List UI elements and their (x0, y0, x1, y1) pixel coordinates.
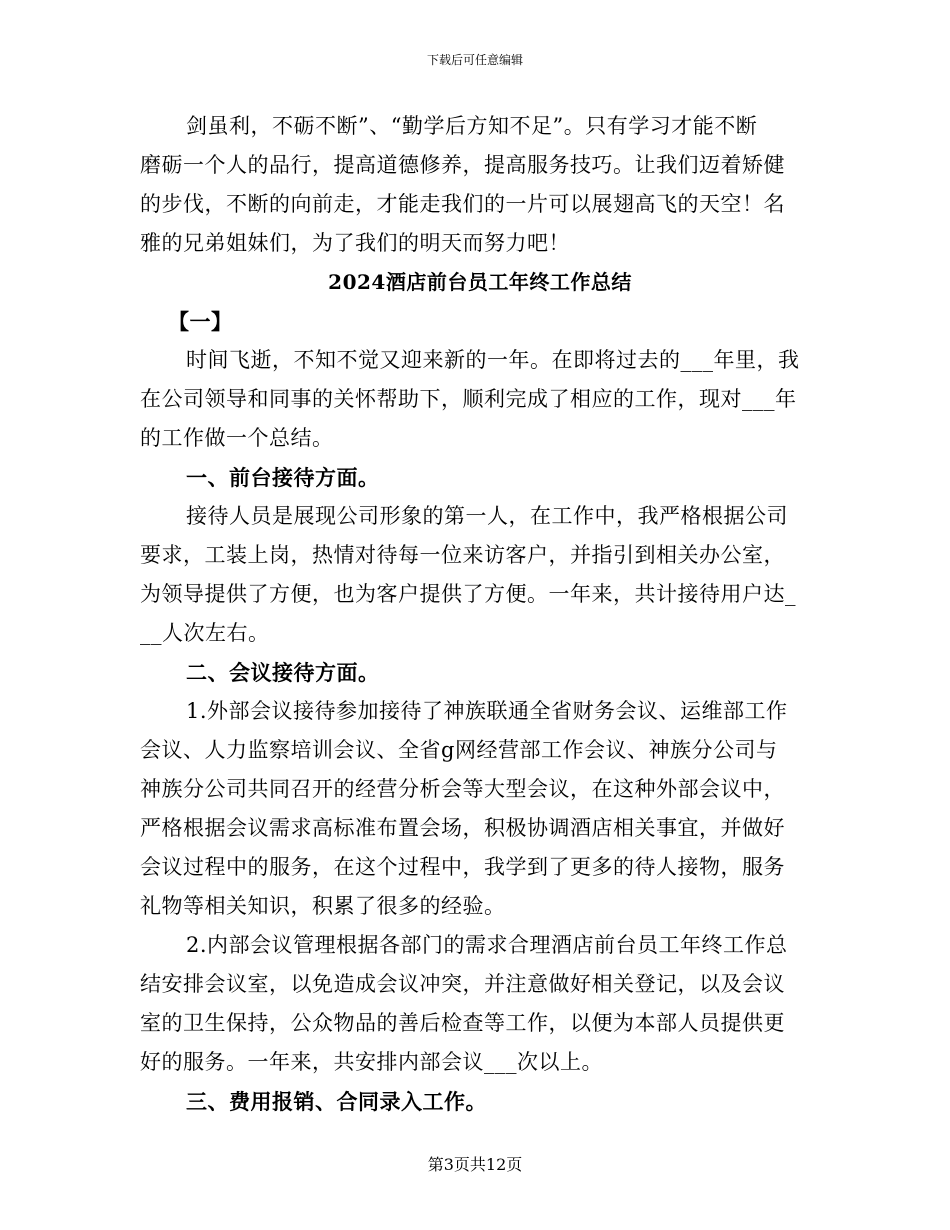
paragraph-line: 在公司领导和同事的关怀帮助下，顺利完成了相应的工作，现对___年 (140, 387, 797, 411)
paragraph-line: 2.内部会议管理根据各部门的需求合理酒店前台员工年终工作总 (186, 933, 788, 957)
paragraph-line: 雅的兄弟姐妹们，为了我们的明天而努力吧！ (140, 231, 570, 255)
paragraph-line: 结安排会议室，以免造成会议冲突，并注意做好相关登记，以及会议 (140, 972, 785, 996)
header-note: 下载后可任意编辑 (426, 53, 523, 67)
paragraph-line: 剑虽利，不砺不断”、“勤学后方知不足”。只有学习才能不断 (186, 114, 758, 138)
paragraph-line: 要求，工装上岗，热情对待每一位来访客户，并指引到相关办公室， (140, 543, 785, 567)
section-heading: 二、会议接待方面。 (186, 660, 380, 685)
paragraph-line: 严格根据会议需求高标准布置会场，积极协调酒店相关事宜，并做好 (140, 816, 785, 840)
paragraph-line: 磨砺一个人的品行，提高道德修养，提高服务技巧。让我们迈着矫健 (140, 153, 785, 177)
document-title: 2024酒店前台员工年终工作总结 (328, 270, 632, 294)
section-marker: 【一】 (168, 309, 233, 334)
paragraph-line: 会议过程中的服务，在这个过程中，我学到了更多的待人接物，服务 (140, 855, 785, 879)
paragraph-line: 礼物等相关知识，积累了很多的经验。 (140, 894, 506, 918)
paragraph-line: __人次左右。 (140, 621, 270, 645)
section-heading: 一、前台接待方面。 (186, 465, 380, 490)
section-heading: 三、费用报销、合同录入工作。 (186, 1089, 487, 1114)
paragraph-line: 接待人员是展现公司形象的第一人，在工作中，我严格根据公司 (186, 504, 788, 528)
paragraph-line: 好的服务。一年来，共安排内部会议___次以上。 (140, 1050, 603, 1074)
paragraph-line: 神族分公司共同召开的经营分析会等大型会议，在这种外部会议中， (140, 777, 785, 801)
paragraph-line: 为领导提供了方便，也为客户提供了方便。一年来，共计接待用户达_ (140, 582, 796, 606)
paragraph-line: 1.外部会议接待参加接待了神族联通全省财务会议、运维部工作 (186, 699, 788, 723)
paragraph-line: 的工作做一个总结。 (140, 426, 334, 450)
paragraph-line: 会议、人力监察培训会议、全省g网经营部工作会议、神族分公司与 (140, 738, 778, 762)
document-body (140, 107, 820, 1121)
page-number: 第3页共12页 (427, 1155, 523, 1174)
paragraph-line: 的步伐，不断的向前走，才能走我们的一片可以展翅高飞的天空！名 (140, 192, 785, 216)
paragraph-line: 时间飞逝，不知不觉又迎来新的一年。在即将过去的___年里，我 (186, 348, 800, 372)
paragraph-line: 室的卫生保持，公众物品的善后检查等工作，以便为本部人员提供更 (140, 1011, 785, 1035)
